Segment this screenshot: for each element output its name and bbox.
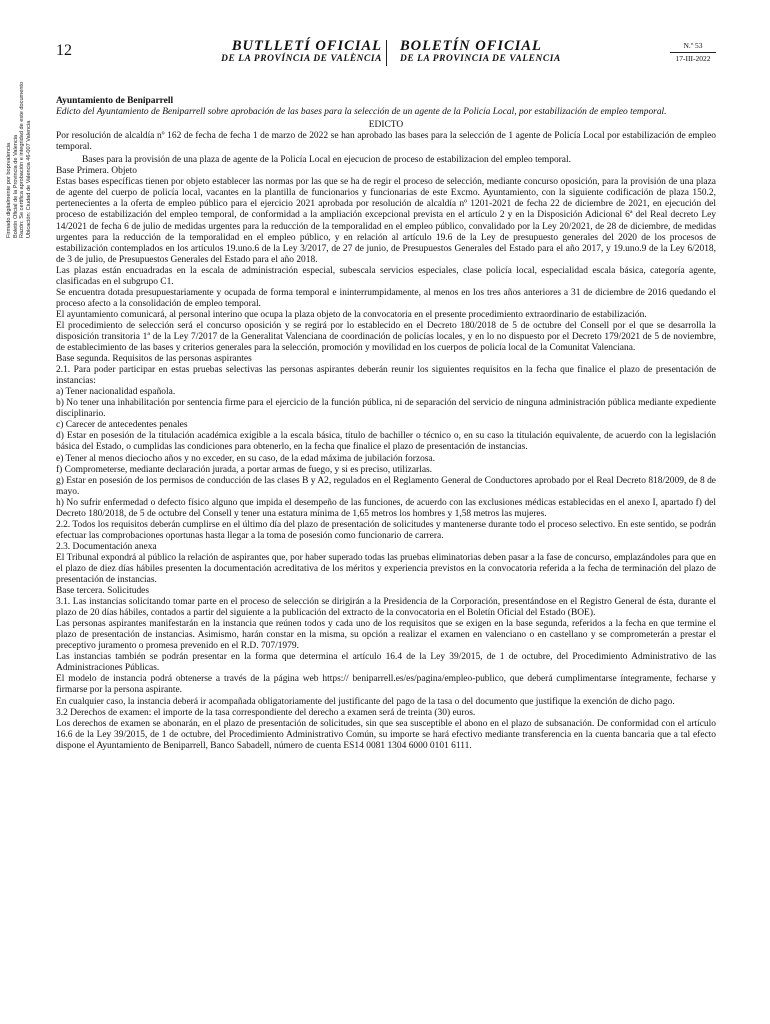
paragraph: Las personas aspirantes manifestarán en la instancia que reúnen todos y cada uno de los requisitos que se exigen en la base segunda, referidos a la fecha en que termine el plazo de presentación de instancias. Asimismo, harán constar en la misma, su opción a realizar el examen en valenciano o en castellano y se comprometerán a prestar el preceptivo juramento o promesa prevenido en el R.D. 707/1979. [56,619,716,652]
section-heading: Base segunda. Requisitos de las personas aspirantes [56,354,252,365]
masthead-spanish [400,38,590,65]
masthead-right-title: BOLETÍN OFICIAL [400,38,542,54]
list-item: e) Tener al menos dieciocho años y no exceder, en su caso, de la edad máxima de jubilación forzosa. [56,453,436,464]
paragraph: El modelo de instancia podrá obtenerse a través de la página web https:// beniparrell.es/es/pagina/empleo-publico, que deberá cumplimentarse íntegramente, fecharse y firmarse por la persona aspirante. [56,674,716,696]
paragraph: El ayuntamiento comunicará, al personal interino que ocupa la plaza objeto de la convocatoria en el presente procedimiento extraordinario de estabilización. [56,309,647,320]
masthead-right-subtitle: DE LA PROVINCIA DE VALENCIA [400,54,561,64]
masthead [190,38,582,68]
edict-lead: Edicto del Ayuntamiento de Beniparrell sobre aprobación de las bases para la selección de un agente de la Policía Local, por estabilización de empleo temporal. [56,107,667,118]
list-item: h) No sufrir enfermedad o defecto físico alguno que impida el desempeño de las funciones, de acuerdo con las exclusiones médicas establecidas en el anexo I, apartado f) del Decreto 180/2018, de 5 de octubre del Consell y tener una estatura mínima de 1,65 metros los hombres y 1,58 metros las mujeres. [56,497,716,519]
list-item: c) Carecer de antecedentes penales [56,420,188,431]
list-item: g) Estar en posesión de los permisos de conducción de las clases B y A2, regulados en el Reglamento General de Conductores aprobado por el Real Decreto 818/2009, de 8 de mayo. [56,475,716,497]
organization-name: Ayuntamiento de Beniparrell [56,96,174,106]
issue-date: 17-III-2022 [675,54,711,63]
list-item: a) Tener nacionalidad española. [56,387,176,398]
document-body [56,94,716,752]
paragraph: 3.2 Derechos de examen: el importe de la tasa correspondiente del derecho a examen será de treinta (30) euros. [56,707,476,718]
paragraph: El Tribunal expondrá al público la relación de aspirantes que, por haber superado todas las pruebas eliminatorias deben pasar a la fase de concurso, emplazándoles para que en el plazo de diez días hábiles presenten la documentación acreditativa de los méritos y experiencia previstos en la convocatoria referida a la fecha de terminación del plazo de presentación de instancias. [56,552,716,586]
signature-text-block [6,8,32,238]
paragraph: 3.1. Las instancias solicitando tomar parte en el proceso de selección se dirigirán a la Presidencia de la Corporación, presentándose en el Registro General de ésta, durante el plazo de 20 días hábiles, contados a partir del siguiente a la publicación del extracto de la convocatoria en el Boletín Oficial del Estado (BOE). [56,597,716,619]
list-item: d) Estar en posesión de la titulación académica exigible a la escala básica, título de bachiller o técnico o, en su caso la titulación equivalente, de acuerdo con la legislación básica del Estado, o cumplidas las condiciones para obtenerlo, en la fecha que finalice el plazo de presentación de instancias. [56,431,716,453]
paragraph: El procedimiento de selección será el concurso oposición y se regirá por lo establecido en el Decreto 180/2018 de 5 de octubre del Consell por el que se desarrolla la disposición transitoria 1ª de la Ley 7/2017 de la Generalitat Valenciana de coordinación de policías locales, y en lo no dispuesto por el Decreto 179/2021 de 5 de noviembre, de establecimiento de las bases y criterios generales para la selección, promoción y movilidad en los cuerpos de policía local de la Comunitat Valenciana. [56,320,716,354]
list-item: f) Comprometerse, mediante declaración jurada, a portar armas de fuego, y si es preciso, utilizarlas. [56,464,433,475]
paragraph: Por resolución de alcaldía nº 162 de fecha de fecha 1 de marzo de 2022 se han aprobado las bases para la selección de 1 agente de Policía Local por estabilización de empleo temporal. [56,131,716,153]
signature-line: Ubicación: Ciudad de Valencia 46-007 Valencia [25,120,32,238]
masthead-left-title: BUTLLETÍ OFICIAL [231,38,382,54]
paragraph: Los derechos de examen se abonarán, en el plazo de presentación de solicitudes, sin que sea susceptible el abono en el plazo de subsanación. De conformidad con el artículo 16.6 de la Ley 39/2015, de 1 de octubre, del Procedimiento Administrativo Común, su importe se hará efectivo mediante transferencia en la cuenta bancaria que a tal efecto dispone el Ayuntamiento de Beniparrell, Banco Sabadell, número de cuenta ES14 0081 1304 6000 0101 6111. [56,718,716,751]
issue-number: N.º 53 [670,41,716,53]
page-number: 12 [56,42,72,59]
edict-heading: EDICTO [368,120,404,131]
digital-signature-sidebar [6,8,46,238]
paragraph: Se encuentra dotada presupuestariamente y ocupada de forma temporal e ininterrumpidamente, al menos en los tres años anteriores a 31 de diciembre de 2016 quedando el proceso afecto a la consolidación de empleo temporal. [56,287,716,309]
masthead-valencian [190,38,382,65]
paragraph: Las plazas están encuadradas en la escala de administración especial, subescala servicios especiales, clase policía local, especialidad escala básica, categoría agente, clasificadas en el subgrupo C1. [56,265,716,287]
issue-box [670,41,716,63]
paragraph: En cualquier caso, la instancia deberá ir acompañada obligatoriamente del justificante del pago de la tasa o del documento que justifique la exención de dicho pago. [56,696,675,707]
paragraph: Estas bases específicas tienen por objeto establecer las normas por las que se ha de regir el proceso de selección, mediante concurso oposición, para la provisión de una plaza de agente del cuerpo de policía local, vacantes en la plantilla de funcionarios y funcionarias de este Excmo. Ayuntamiento, con la siguiente codificación de plaza 150.2, pertenecientes a la oferta de empleo público para el ejercicio 2021 aprobada por resolución de alcaldía nº 1201-2021 de fecha 22 de diciembre de 2021, en ejecución del proceso de estabilización del empleo temporal, de conformidad a la ampliación excepcional prevista en el artículo 2 y en la Disposición Adicional 6ª del Real decreto Ley 14/2021 de fecha 6 de julio de medidas urgentes para la reducción de la temporalidad en el empleo público, convalidado por la Ley 20/2021, de 28 de diciembre, de medidas urgentes para la reducción de la temporalidad en el empleo público, y en relación al artículo 19.6 de la Ley de presupuesto generales del 2020 de los procesos de estabilización contemplados en los artículos 19.uno.6 de la Ley 3/2017, de 27 de junio, de Presupuestos Generales del Estado para el año 2017, y 19.uno.9 de la Ley 6/2018, de 3 de julio, de Presupuestos Generales del Estado para el año 2018. [56,177,716,265]
signature-line: Razón: Se certifica aprobación e integridad de este documento [19,81,26,238]
paragraph: 2.1. Para poder participar en estas pruebas selectivas las personas aspirantes deberán reunir los siguientes requisitos en la fecha que finalice el plazo de presentación de instancias: [56,365,716,387]
section-heading: 2.3. Documentación anexa [56,541,157,552]
list-item: b) No tener una inhabilitación por sentencia firme para el ejercicio de la función pública, ni de separación del servicio de ninguna administración pública mediante expediente disciplinario. [56,398,716,420]
section-heading: Base Primera. Objeto [56,166,137,177]
paragraph: 2.2. Todos los requisitos deberán cumplirse en el último día del plazo de presentación de solicitudes y mantenerse durante todo el proceso selectivo. En este sentido, se podrán efectuar las comprobaciones oportunas hasta llegar a la toma de posesión como funcionario de carrera. [56,519,716,541]
section-heading: Base tercera. Solicitudes [56,586,150,597]
paragraph: Bases para la provisión de una plaza de agente de la Policía Local en ejecucion de proceso de estabilizacion del empleo temporal. [82,155,571,166]
paragraph: Las instancias también se podrán presentar en la forma que determina el artículo 16.4 de la Ley 39/2015, de 1 de octubre, del Procedimiento Administrativo de las Administraciones Públicas. [56,652,716,674]
masthead-divider [386,40,387,66]
signature-line: Firmado digitalmente por boprvalencia [6,142,12,238]
masthead-left-subtitle: DE LA PROVÍNCIA DE VALÈNCIA [221,54,382,64]
signature-line: Boletín Oficial de la Provincia de Valencia [12,134,19,238]
